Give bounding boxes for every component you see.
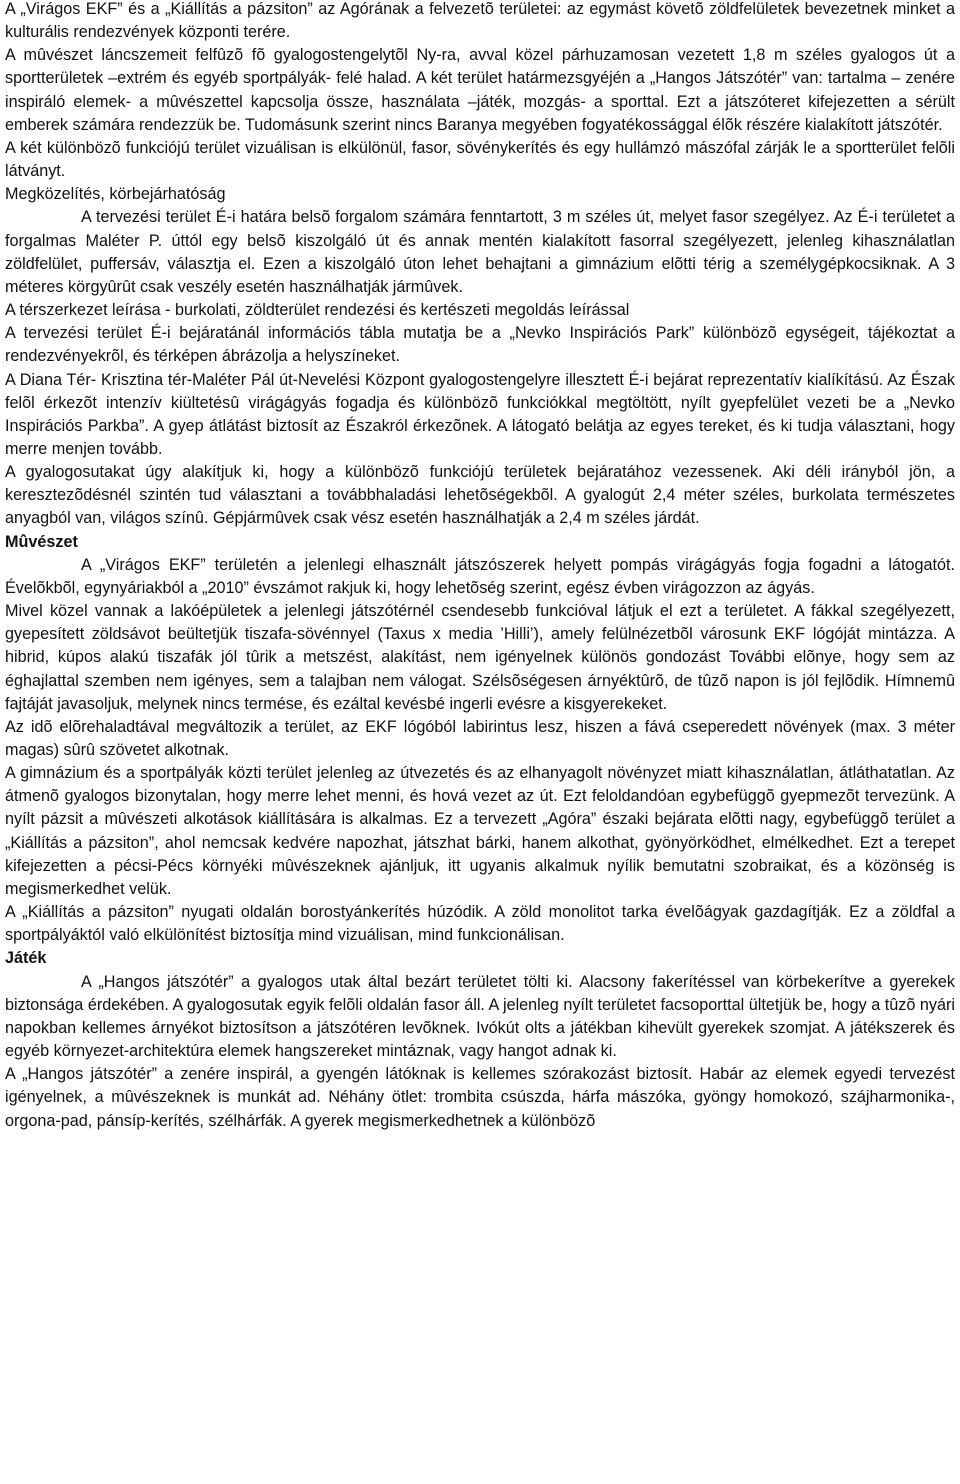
yew-hedge-paragraph: Mivel közel vannak a lakóépületek a jelenlegi játszótérnél csendesebb funkcióval látjuk el ezt a területet. A fákkal szegélyezett, gyepesített zöldsávot beültetjük tiszafa-sövénnyel (Taxus x media ’Hilli’), amely felülnézetbõl városunk EKF lógóját mintázza. A hibrid, kúpos alakú tiszafák jól tûrik a metszést, alakítást, nem igényelnek különös gondozást További elõnye, hogy sem az éghajlattal szemben nem igényes, sem a talajban nem válogat. Szélsõségesen árnyéktûrõ, de tûzõ napon is jól fejlõdik. Hímnemû fajtáját javasoljuk, melynek nincs termése, és ezáltal kevésbé ingerli evésre a kisgyerekeket. [5, 602, 955, 713]
music-playground-paragraph: A „Hangos játszótér” a zenére inspirál, a gyengén látóknak is kellemes szórakozást biztosít. Habár az elemek egyedi tervezést igényelnek, a mûvészeknek is munkát ad. Néhány ötlet: trombita csúszda, hárfa mászóka, gyöngy homokozó, szájharmonika-, orgona-pad, pánsíp-kerítés, szélhárfák. A gyerek megismerkedhetnek a különbözõ [5, 1065, 955, 1130]
approach-paragraph: A tervezési terület É-i határa belsõ forgalom számára fenntartott, 3 m széles út, melyet fasor szegélyez. Az É-i területet a forgalmas Maléter P. úttól egy belsõ kiszolgáló út és annak mentén kialakított fasorral szegélyezett, jelenleg kihasználatlan zöldfelület, puffersáv, választja el. Ezen a kiszolgáló úton lehet behajtani a gimnázium elõtti térig a személygépkocsiknak. A 3 méteres körgyûrût csak veszély esetén használhatják jármûvek. [5, 208, 955, 296]
labyrinth-paragraph: Az idõ elõrehaladtával megváltozik a terület, az EKF lógóból labirintus lesz, hiszen a fává cseperedett növények (max. 3 méter magas) sûrû szövetet alkotnak. [5, 717, 955, 759]
info-board-paragraph: A tervezési terület É-i bejáratánál információs tábla mutatja be a „Nevko Inspirációs Park” különbözõ egységeit, tájékoztat a rendezvényekrõl, és térképen ábrázolja a helyszíneket. [5, 324, 955, 366]
separation-paragraph: A két különbözõ funkciójú terület vizuálisan is elkülönül, fasor, sövénykerítés és egy hullámzó mászófal zárják le a sportterület felõli látványt. [5, 138, 955, 181]
footpaths-paragraph: A gyalogosutakat úgy alakítjuk ki, hogy a különbözõ funkciójú területek bejáratához vezessenek. Aki déli irányból jön, a keresztezõdésnél szintén tud választani a továbbhaladási lehetõségekbõl. A gyalogút 2,4 méter széles, burkolata természetes anyagból van, világos színû. Gépjármûvek csak vész esetén használhatják a 2,4 m széles járdát. [5, 463, 955, 528]
intro-paragraph: A „Virágos EKF” és a „Kiállítás a pázsiton” az Agórának a felvezetõ területei: az egymást követõ zöldfelületek bevezetnek minket a kulturális rendezvények központi terére. [5, 0, 955, 42]
play-section-heading: Játék [5, 949, 47, 968]
structure-heading: A térszerkezet leírása - burkolati, zöldterület rendezési és kertészeti megoldás leírással [5, 301, 630, 320]
flower-bed-paragraph: A „Virágos EKF” területén a jelenlegi elhasznált játszószerek helyett pompás virágágyás fogja fogadni a látogatót. Évelõkbõl, egynyáriakból a „2010” évszámot rakjuk ki, hogy lehetõség szerint, egész évben virágozzon az ágyás. [5, 555, 955, 597]
playground-paragraph: A „Hangos játszótér” a gyalogos utak által bezárt területet tölti ki. Alacsony fakerítéssel van körbekerítve a gyerekek biztonsága érdekében. A gyalogosutak egyik felõli oldalán fasor áll. A jelenleg nyílt területet facsoporttal ültetjük be, hogy a tûzõ nyári napokban kellemes árnyékot biztosítson a játszótéren levõknek. Ivókút olts a játékban kihevült gyerekek szomjat. A játékszerek és egyéb környezet-architektúra elemek hangszereket mintáznak, vagy hangot adnak ki. [5, 972, 955, 1061]
approach-heading: Megközelítés, körbejárhatóság [5, 185, 226, 204]
north-entrance-paragraph: A Diana Tér- Krisztina tér-Maléter Pál út-Nevelési Központ gyalogostengelyre illesztett É-i bejárat reprezentatív kialíkítású. Az Észak felõl érkezõt intenzív kiültetésû virágágyás fogadja és különbözõ funkciókkal megtöltött, nyílt gyepfelület vezeti be a „Nevko Inspirációs Parkba”. A gyep átlátást biztosít az Északról érkezõnek. A látogató belátja az egyes tereket, és ki tudja választani, hogy merre menjen tovább. [5, 370, 955, 458]
path-paragraph: A mûvészet láncszemeit felfûzõ fõ gyalogostengelytõl Ny-ra, avval közel párhuzamosan vezetett 1,8 m széles gyalogos út a sportterületek –extrém és egyéb sportpályák- felé halad. A két terület határmezsgyéjén a „Hangos Játszótér” van: tartalma – zenére inspiráló elemek- a mûvészettel kapcsolja össze, használata –játék, mozgás- a sporttal. Ezt a játszóteret kifejezetten a sérült emberek számára rendezzük be. Tudomásunk szerint nincs Baranya megyében fogyatékossággal élõk részére kialakított játszótér. [5, 46, 955, 134]
ivy-fence-paragraph: A „Kiállítás a pázsiton” nyugati oldalán borostyánkerítés húzódik. A zöld monolitot tarka évelõágyak gazdagítják. Ez a zöldfal a sportpályáktól való elkülönítést biztosítja mind vizuálisan, mind funkcionálisan. [5, 903, 955, 945]
lawn-exhibition-paragraph: A gimnázium és a sportpályák közti terület jelenleg az útvezetés és az elhanyagolt növényzet miatt kihasználatlan, átláthatatlan. Az átmenõ gyalogos bizonytalan, hogy merre lehet menni, és hová vezet az út. Ezt feloldandóan egybefüggõ gyepmezõt tervezünk. A nyílt pázsit a mûvészeti alkotások kiállítására is alkalmas. Ez a tervezett „Agóra” északi bejárata elõtti nagy, egybefüggõ terület a „Kiállítás a pázsiton”, ahol nemcsak kedvére napozhat, játszhat bárki, hanem alkothat, gyönyörködhet, elmélkedhet. Ezt a terepet kifejezetten a pécsi-Pécs környéki mûvészeknek ajánljuk, itt ugyanis alkalmuk nyílik bemutatni szobraikat, és a közönség is megismerkedhet velük. [5, 764, 955, 898]
art-section-heading: Mûvészet [5, 532, 78, 551]
